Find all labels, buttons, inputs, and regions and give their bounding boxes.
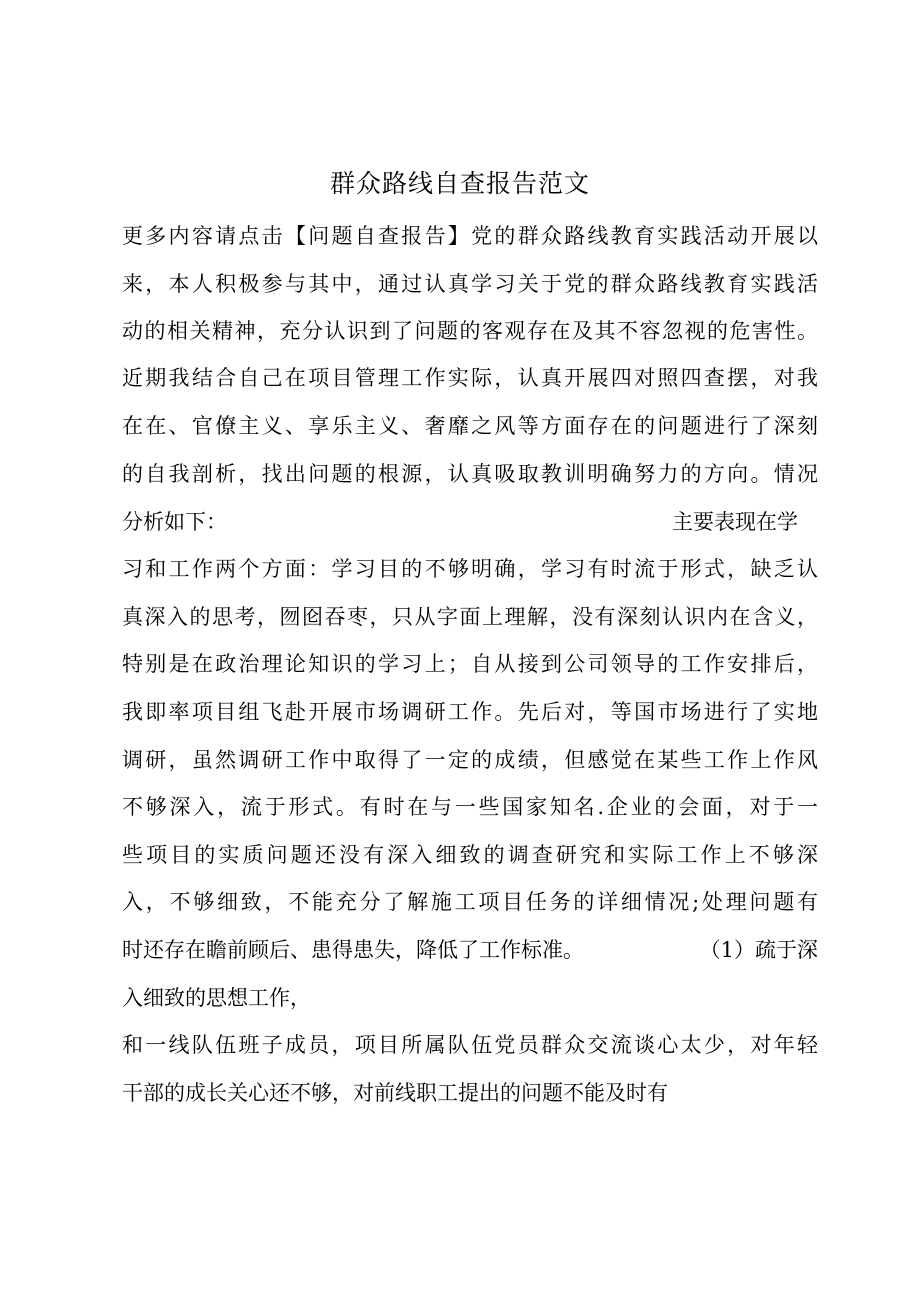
paragraph-line-10: 特别是在政治理论知识的学习上；自从接到公司领导的工作安排后， xyxy=(122,652,818,676)
paragraph-line-17: 入细致的思想工作， xyxy=(122,986,311,1010)
paragraph-line-15: 入，不够细致，不能充分了解施工项目任务的详细情况;处理问题有 xyxy=(122,890,818,914)
paragraph-line-16-right: （1）疏于深 xyxy=(699,938,818,962)
paragraph-line-7 xyxy=(122,504,798,540)
paragraph-line-16 xyxy=(122,932,818,968)
paragraph-line-1: 更多内容请点击【问题自查报告】党的群众路线教育实践活动开展以 xyxy=(122,224,818,248)
paragraph-line-7-right: 主要表现在学 xyxy=(672,510,798,534)
paragraph-line-2: 来，本人积极参与其中，通过认真学习关于党的群众路线教育实践活 xyxy=(122,272,818,296)
paragraph-line-8: 习和工作两个方面：学习目的不够明确，学习有时流于形式，缺乏认 xyxy=(122,557,818,581)
paragraph-line-13: 不够深入，流于形式。有时在与一些国家知名.企业的会面，对于一 xyxy=(122,795,818,819)
paragraph-line-7-left: 分析如下： xyxy=(122,510,227,534)
paragraph-line-12: 调研，虽然调研工作中取得了一定的成绩，但感觉在某些工作上作风 xyxy=(122,748,818,772)
paragraph-line-16-left: 时还存在瞻前顾后、患得患失，降低了工作标准。 xyxy=(122,938,584,962)
document-title: 群众路线自查报告范文 xyxy=(329,169,590,198)
paragraph-line-3: 动的相关精神，充分认识到了问题的客观存在及其不容忽视的危害性。 xyxy=(122,319,818,343)
paragraph-line-9: 真深入的思考，囫囵吞枣，只从字面上理解，没有深刻认识内在含义， xyxy=(122,605,818,629)
paragraph-line-4: 近期我结合自己在项目管理工作实际，认真开展四对照四查摆，对我 xyxy=(122,366,818,390)
paragraph-line-18: 和一线队伍班子成员，项目所属队伍党员群众交流谈心太少，对年轻 xyxy=(122,1033,818,1057)
paragraph-line-11: 我即率项目组飞赴开展市场调研工作。先后对，等国市场进行了实地 xyxy=(122,700,818,724)
paragraph-line-14: 些项目的实质问题还没有深入细致的调查研究和实际工作上不够深 xyxy=(122,843,818,867)
paragraph-line-6: 的自我剖析，找出问题的根源，认真吸取教训明确努力的方向。情况 xyxy=(122,462,818,486)
paragraph-line-5: 在在、官僚主义、享乐主义、奢靡之风等方面存在的问题进行了深刻 xyxy=(122,414,818,438)
paragraph-line-19: 干部的成长关心还不够，对前线职工提出的问题不能及时有 xyxy=(122,1081,668,1105)
